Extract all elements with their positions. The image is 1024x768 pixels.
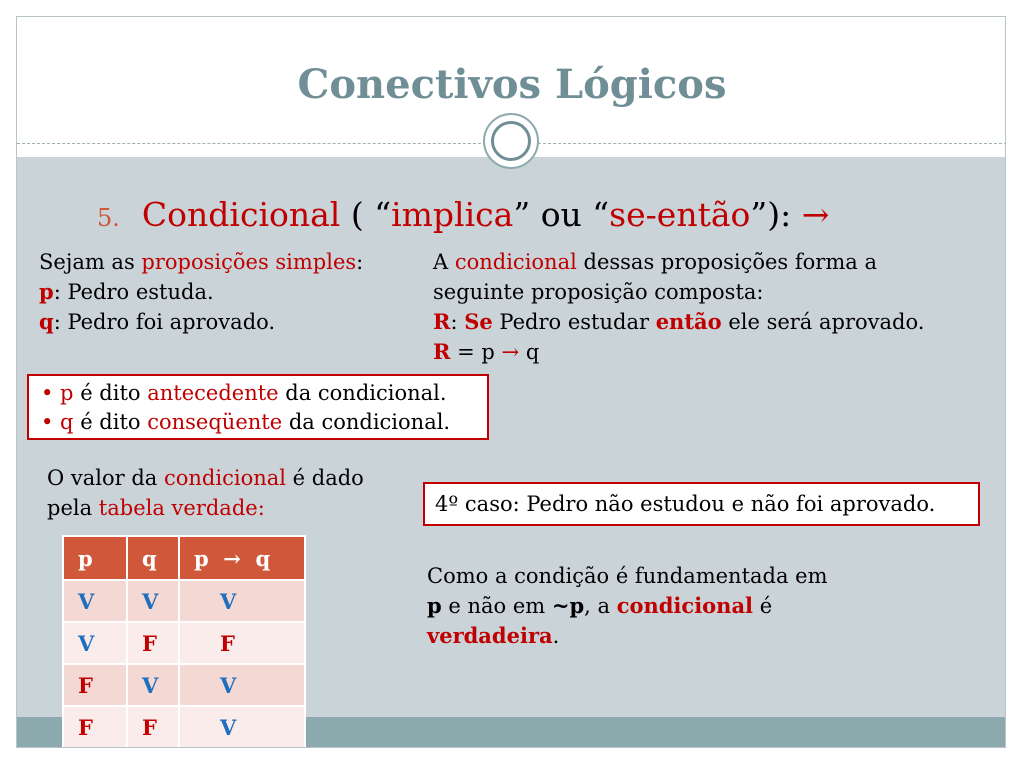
table-row <box>63 706 305 748</box>
definition-antecedent: • p é dito antecedente da condicional. <box>41 381 447 405</box>
table-cell: F <box>179 622 305 664</box>
table-row <box>63 664 305 706</box>
table-cell: F <box>63 664 127 706</box>
slide <box>16 16 1006 748</box>
proposition-p: p: Pedro estuda. <box>39 279 214 304</box>
conclusion-line-2: p e não em ~p, a condicional é <box>427 593 773 618</box>
header-p: p <box>63 536 127 580</box>
page-title: Conectivos Lógicos <box>297 61 727 108</box>
case-text: 4º caso: Pedro não estudou e não foi aprovado. <box>435 492 936 516</box>
heading-text: ( “ <box>340 195 392 234</box>
conclusion-block <box>427 561 828 651</box>
conclusion-line-1: Como a condição é fundamentada em <box>427 564 828 588</box>
table-cell: V <box>127 664 179 706</box>
section-heading <box>97 195 829 234</box>
table-cell: V <box>179 580 305 622</box>
composite-r-formula: R = p → q <box>433 339 540 364</box>
table-cell: V <box>179 706 305 748</box>
table-row <box>63 580 305 622</box>
table-cell: F <box>63 706 127 748</box>
heading-text: ”): <box>750 195 802 234</box>
heading-se-entao: se-então <box>609 195 751 234</box>
section-number: 5. <box>97 204 120 232</box>
composite-r-sentence: R: Se Pedro estudar então ele será aprovado. <box>433 309 925 334</box>
circle-ornament-icon <box>483 113 539 169</box>
proposition-q: q: Pedro foi aprovado. <box>39 309 276 334</box>
propositions-block <box>39 247 363 337</box>
composite-line-2: seguinte proposição composta: <box>433 280 764 304</box>
definition-consequent: • q é dito conseqüente da condicional. <box>41 410 451 434</box>
propositions-intro: Sejam as proposições simples: <box>39 250 364 274</box>
heading-implica: implica <box>391 195 514 234</box>
heading-word: Condicional <box>141 195 341 234</box>
heading-text: ” ou “ <box>513 195 610 234</box>
header-q: q <box>127 536 179 580</box>
conclusion-line-3: verdadeira. <box>427 623 560 648</box>
truth-table <box>62 535 306 748</box>
definitions-box <box>27 374 489 440</box>
table-cell: V <box>179 664 305 706</box>
composite-block <box>433 247 924 367</box>
table-cell: V <box>63 580 127 622</box>
arrow-icon: → <box>801 195 830 234</box>
table-cell: V <box>127 580 179 622</box>
table-cell: F <box>127 706 179 748</box>
header-p-implies-q: p → q <box>179 536 305 580</box>
table-header-row <box>63 536 305 580</box>
truth-table-intro: O valor da condicional é dado pela tabela verdade: <box>47 466 364 520</box>
composite-line-1: A condicional dessas proposições forma a <box>433 250 877 274</box>
table-row <box>63 622 305 664</box>
case-box <box>423 482 980 526</box>
table-cell: V <box>63 622 127 664</box>
table-cell: F <box>127 622 179 664</box>
